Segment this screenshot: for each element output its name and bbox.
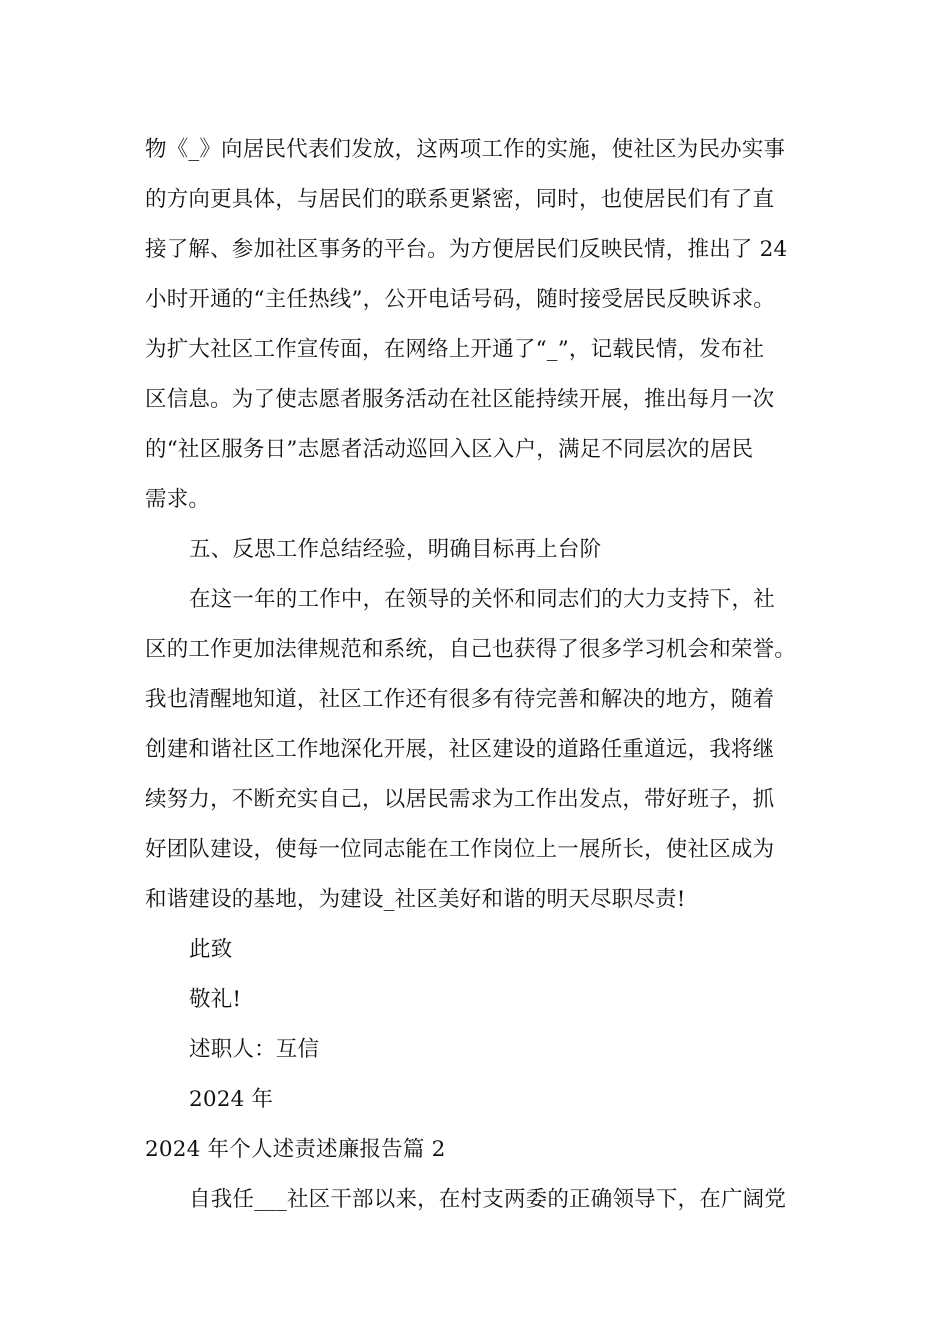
report-title: 2024 年个人述责述廉报告篇 2 bbox=[145, 1137, 446, 1162]
paragraph-line: 为扩大社区工作宣传面，在网络上开通了“_”，记载民情，发布社 bbox=[145, 337, 765, 362]
author-line: 述职人：互信 bbox=[189, 1037, 320, 1062]
paragraph-line: 区信息。为了使志愿者服务活动在社区能持续开展，推出每月一次 bbox=[145, 387, 775, 412]
paragraph-line: 的“社区服务日”志愿者活动巡回入区入户，满足不同层次的居民 bbox=[145, 437, 754, 462]
paragraph-line: 我也清醒地知道，社区工作还有很多有待完善和解决的地方，随着 bbox=[145, 687, 775, 712]
paragraph-line: 物《_》向居民代表们发放，这两项工作的实施，使社区为民办实事 bbox=[145, 137, 786, 162]
paragraph-line: 接了解、参加社区事务的平台。为方便居民们反映民情，推出了 24 bbox=[145, 237, 788, 262]
date-line: 2024 年 bbox=[189, 1087, 274, 1112]
paragraph-line: 的方向更具体，与居民们的联系更紧密，同时，也使居民们有了直 bbox=[145, 187, 775, 212]
paragraph-line: 创建和谐社区工作地深化开展，社区建设的道路任重道远，我将继 bbox=[145, 737, 775, 762]
paragraph-line: 和谐建设的基地，为建设_社区美好和谐的明天尽职尽责! bbox=[145, 887, 686, 912]
closing-regards: 敬礼! bbox=[189, 987, 242, 1012]
paragraph-line: 小时开通的“主任热线”，公开电话号码，随时接受居民反映诉求。 bbox=[145, 287, 775, 312]
paragraph-line: 自我任___社区干部以来，在村支两委的正确领导下，在广阔党 bbox=[189, 1187, 787, 1212]
paragraph-line: 在这一年的工作中，在领导的关怀和同志们的大力支持下，社 bbox=[189, 587, 775, 612]
paragraph-line: 续努力，不断充实自己，以居民需求为工作出发点，带好班子，抓 bbox=[145, 787, 775, 812]
closing-salutation: 此致 bbox=[189, 937, 233, 962]
paragraph-line: 好团队建设，使每一位同志能在工作岗位上一展所长，使社区成为 bbox=[145, 837, 775, 862]
paragraph-line: 区的工作更加法律规范和系统，自己也获得了很多学习机会和荣誉。 bbox=[145, 637, 797, 662]
section-heading: 五、反思工作总结经验，明确目标再上台阶 bbox=[189, 537, 602, 562]
paragraph-line: 需求。 bbox=[145, 487, 211, 512]
